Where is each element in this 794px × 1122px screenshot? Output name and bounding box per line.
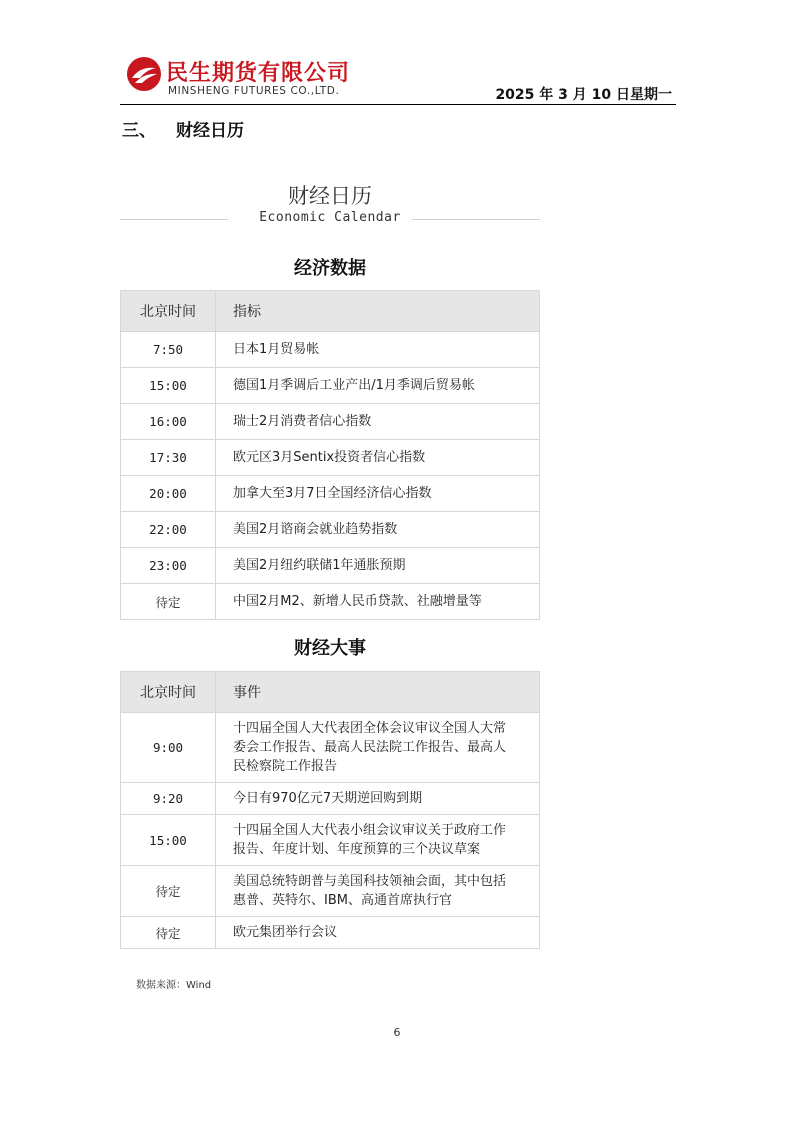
event-line: 美国总统特朗普与美国科技领袖会面，其中包括 <box>233 874 507 889</box>
row-time: 22:00 <box>121 512 216 548</box>
page-header <box>120 52 676 105</box>
table-header-row <box>121 291 540 332</box>
economic-data-body <box>121 332 540 620</box>
row-time: 待定 <box>121 584 216 620</box>
row-time: 16:00 <box>121 404 216 440</box>
event-line: 十四届全国人大代表小组会议审议关于政府工作 <box>233 823 507 838</box>
row-time: 20:00 <box>121 476 216 512</box>
economic-data-title: 经济数据 <box>294 258 366 279</box>
page-number: 6 <box>393 1026 401 1039</box>
row-item: 瑞士2月消费者信心指数 <box>216 404 540 440</box>
table-row <box>121 783 540 815</box>
table-row <box>121 332 540 368</box>
table-row <box>121 866 540 917</box>
header-indicator: 指标 <box>216 291 540 332</box>
economic-data-table <box>120 290 540 620</box>
row-item <box>216 917 540 949</box>
table-row <box>121 476 540 512</box>
row-time: 待定 <box>121 866 216 917</box>
row-time: 17:30 <box>121 440 216 476</box>
section-heading <box>122 116 244 141</box>
minsheng-logo-icon <box>126 56 162 92</box>
major-events-table <box>120 671 540 949</box>
table-row <box>121 404 540 440</box>
row-item <box>216 713 540 783</box>
row-time: 9:00 <box>121 713 216 783</box>
calendar-subtitle: Economic Calendar <box>259 210 401 225</box>
row-item: 加拿大至3月7日全国经济信心指数 <box>216 476 540 512</box>
row-time: 15:00 <box>121 815 216 866</box>
table-row <box>121 917 540 949</box>
major-events-body <box>121 713 540 949</box>
table-row <box>121 368 540 404</box>
table-header-row <box>121 672 540 713</box>
table-row <box>121 548 540 584</box>
event-line: 民检察院工作报告 <box>233 759 338 774</box>
row-time: 9:20 <box>121 783 216 815</box>
row-time: 23:00 <box>121 548 216 584</box>
row-item <box>216 866 540 917</box>
major-events-title: 财经大事 <box>294 638 366 659</box>
row-time: 7:50 <box>121 332 216 368</box>
row-item <box>216 815 540 866</box>
row-time: 15:00 <box>121 368 216 404</box>
section-title: 财经日历 <box>176 121 244 141</box>
row-time: 待定 <box>121 917 216 949</box>
row-item: 美国2月纽约联储1年通胀预期 <box>216 548 540 584</box>
company-name-en: MINSHENG FUTURES CO.,LTD. <box>168 85 340 97</box>
row-item: 德国1月季调后工业产出/1月季调后贸易帐 <box>216 368 540 404</box>
table-row <box>121 713 540 783</box>
section-number: 三、 <box>122 121 156 141</box>
table-row <box>121 512 540 548</box>
event-line: 报告、年度计划、年度预算的三个决议草案 <box>233 842 481 857</box>
row-item: 欧元区3月Sentix投资者信心指数 <box>216 440 540 476</box>
table-row <box>121 440 540 476</box>
row-item: 日本1月贸易帐 <box>216 332 540 368</box>
event-line: 今日有970亿元7天期逆回购到期 <box>233 791 423 806</box>
event-line: 十四届全国人大代表团全体会议审议全国人大常 <box>233 721 507 736</box>
row-item <box>216 783 540 815</box>
event-line: 委会工作报告、最高人民法院工作报告、最高人 <box>233 740 507 755</box>
event-line: 惠普、英特尔、IBM、高通首席执行官 <box>233 893 452 908</box>
company-name-cn: 民生期货有限公司 <box>166 61 351 86</box>
header-time: 北京时间 <box>121 672 216 713</box>
data-source: 数据来源：Wind <box>136 980 212 991</box>
header-event: 事件 <box>216 672 540 713</box>
report-date: 2025 年 3 月 10 日星期一 <box>495 87 672 103</box>
row-item: 中国2月M2、新增人民币贷款、社融增量等 <box>216 584 540 620</box>
row-item: 美国2月谘商会就业趋势指数 <box>216 512 540 548</box>
table-row <box>121 584 540 620</box>
table-row <box>121 815 540 866</box>
event-line: 欧元集团举行会议 <box>233 925 338 940</box>
calendar-title: 财经日历 <box>288 184 372 208</box>
header-time: 北京时间 <box>121 291 216 332</box>
